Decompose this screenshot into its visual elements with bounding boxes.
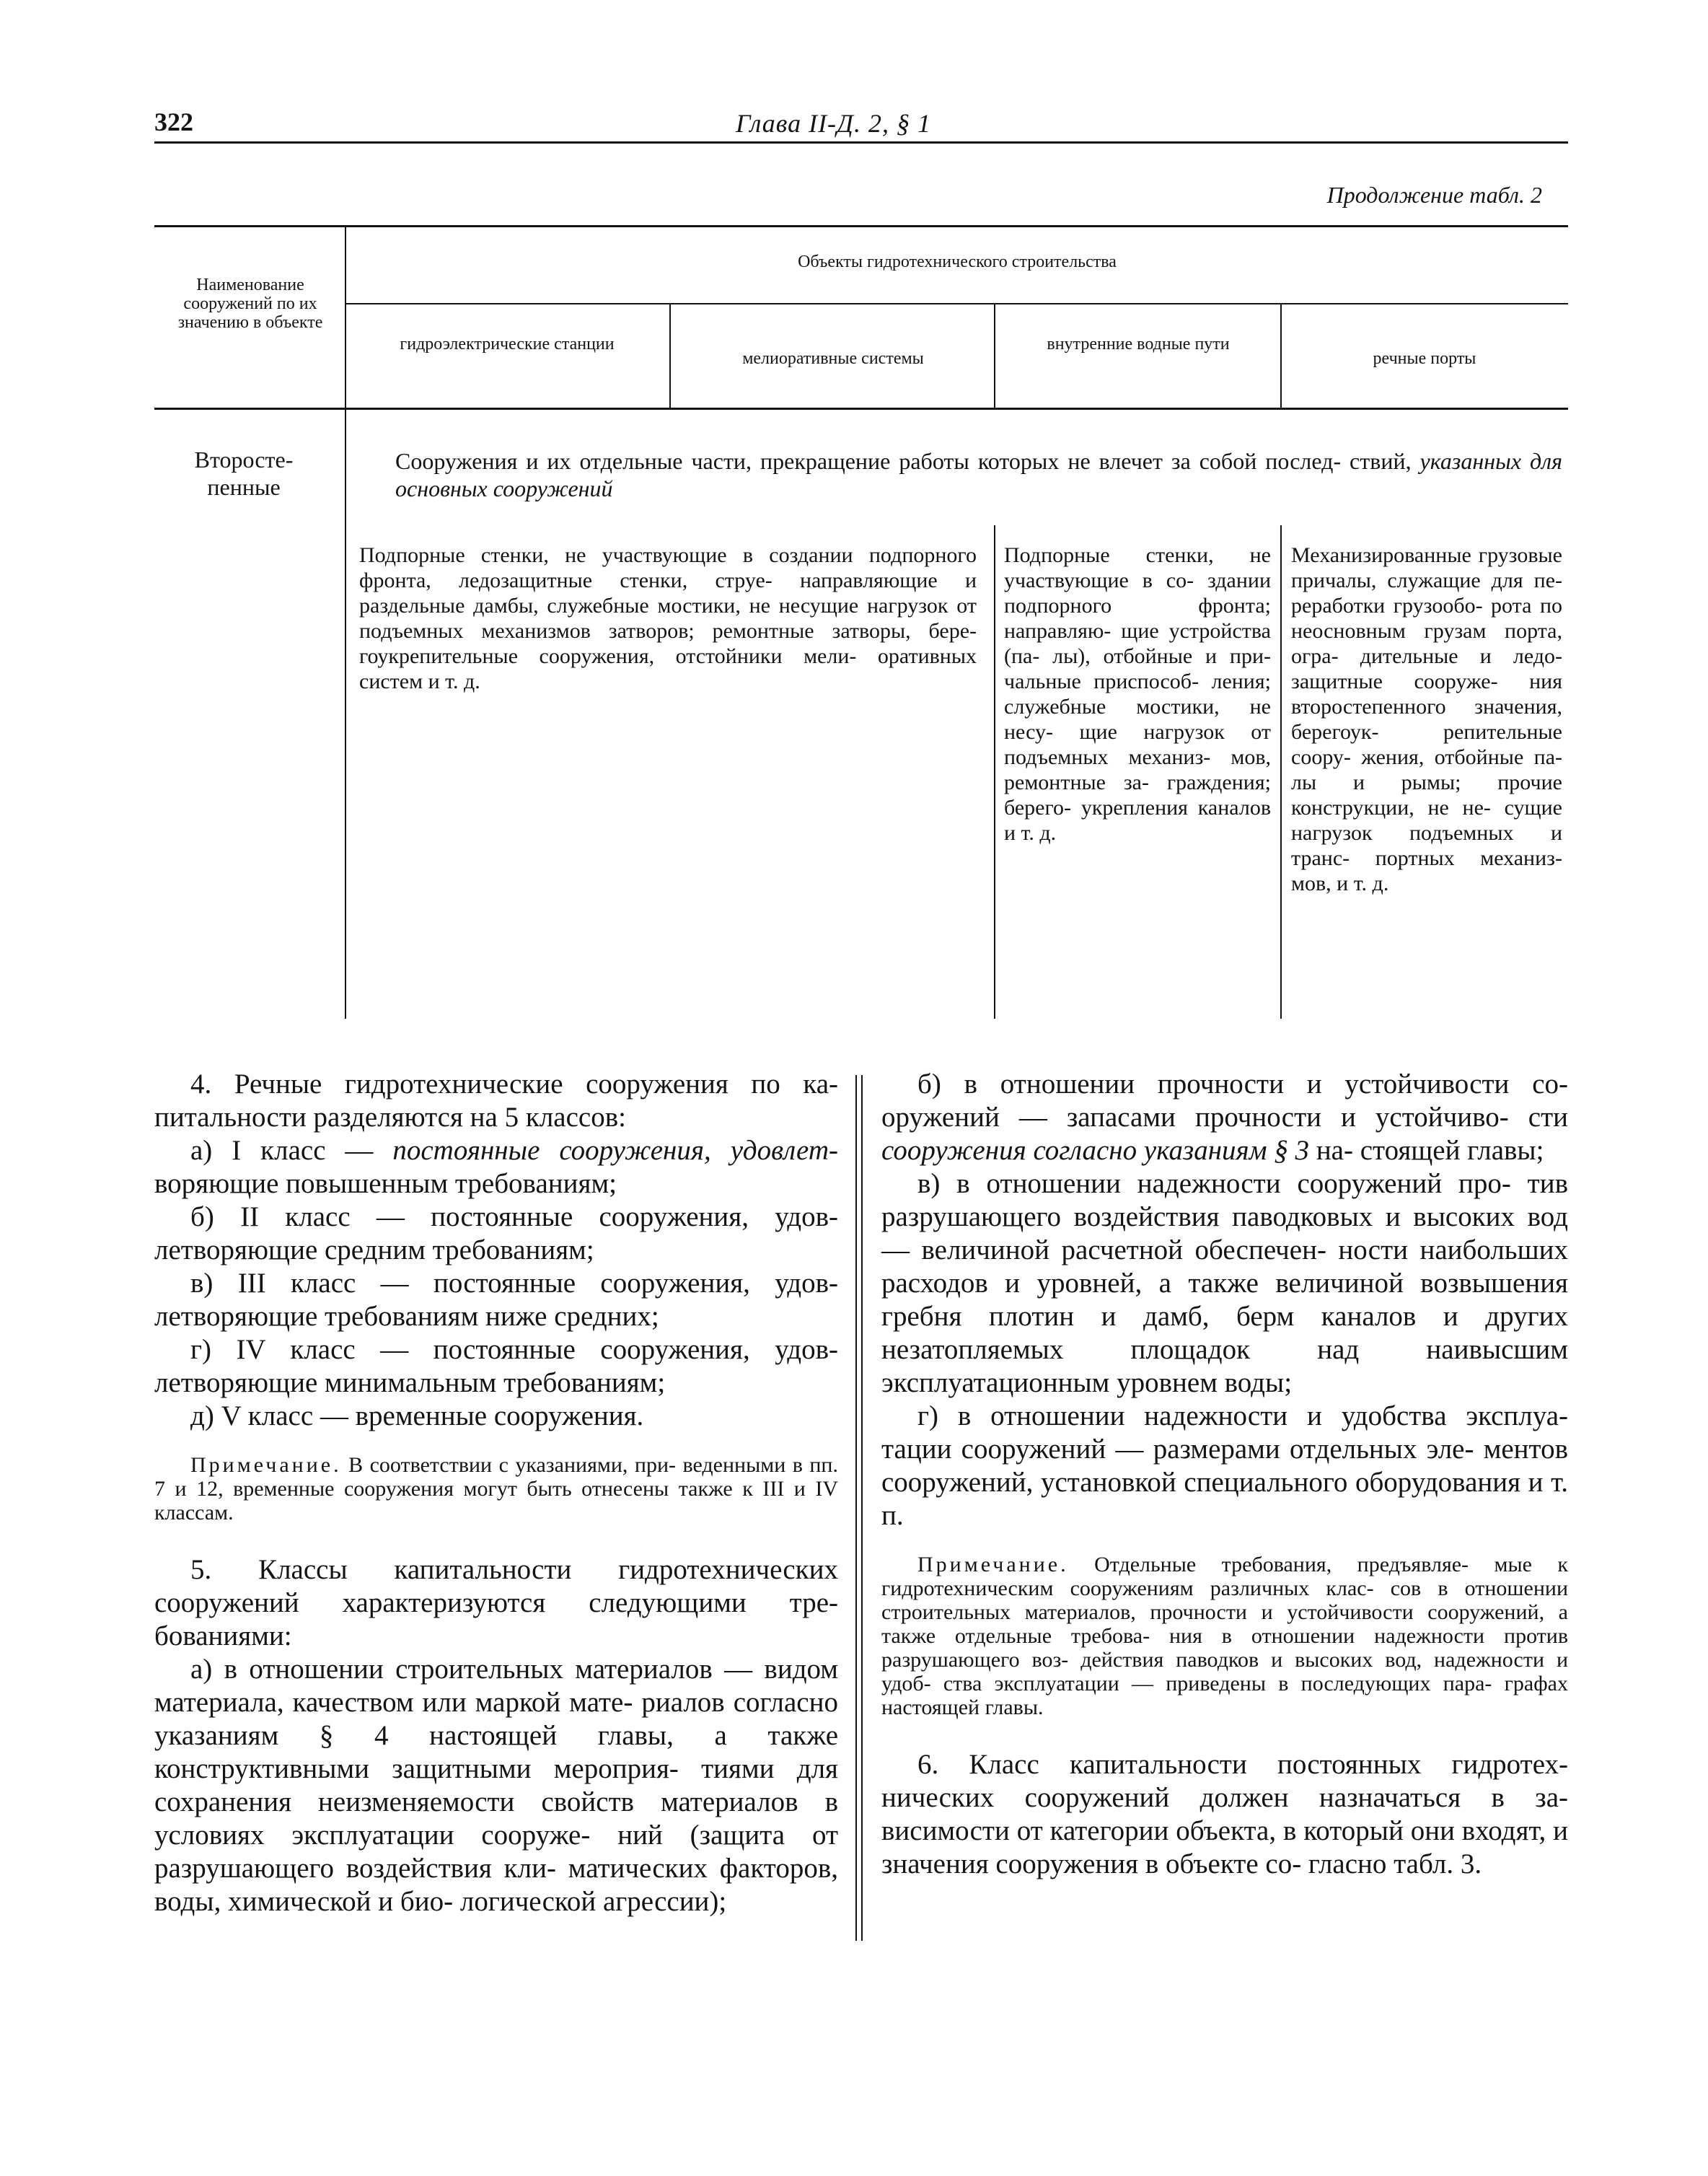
cell-waterways: Подпорные стенки, не участвующие в со- здании подпорного фронта; направляю- щие устройства (па- лы), отбойные и при- чальные приспособ- ления; служебные мостики, не несу- щие нагрузок от подъемных механиз- мов, ремонтные за- граждения; берего- укрепления каналов и т. д. [1004, 543, 1271, 845]
header-rule [154, 141, 1568, 144]
class-e: д) V класс — временные сооружения. [190, 1400, 644, 1431]
left-column [154, 1068, 838, 1918]
column-separator-b [861, 1075, 863, 1941]
class-a-rest: воряющие повышенным требованиям; [154, 1168, 617, 1199]
right-column [881, 1068, 1568, 1881]
table-vline-body-2 [1280, 525, 1282, 1019]
table-head-name: Наименование сооружений по их значению в объекте [177, 276, 323, 332]
column-separator-a [855, 1075, 857, 1941]
table-vline-3 [1280, 303, 1282, 410]
req-b [881, 1068, 1568, 1167]
note-right [881, 1553, 1568, 1719]
class-a-italic: постоянные сооружения, удовлет- [392, 1135, 838, 1166]
table-head-waterways: внутренние водные пути [1047, 335, 1230, 354]
table-head-ports: речные порты [1373, 349, 1476, 368]
table-top-rule [154, 225, 1568, 227]
para-5: 5. Классы капитальности гидротехнических сооружений характеризуются следующими тре- бованиями: [154, 1554, 838, 1651]
req-b-plain: б) в отношении прочности и устойчивости со- оружений — запасами прочности и устойчиво- сти [881, 1069, 1568, 1133]
table-continuation: Продолжение табл. 2 [1326, 182, 1542, 208]
note-left-label: Примечание. [190, 1453, 342, 1477]
class-c: в) III класс — постоянные сооружения, удов- летворяющие требованиям ниже средних; [154, 1268, 838, 1332]
class-a [154, 1134, 838, 1201]
note-right-label: Примечание. [917, 1553, 1069, 1576]
table-vline-body-1 [994, 525, 995, 1019]
chapter-title: Глава II-Д. 2, § 1 [736, 109, 931, 138]
note-left [154, 1453, 838, 1524]
req-g: г) в отношении надежности и удобства эксплуа- тации сооружений — размерами отдельных эле- ментов сооружений, установкой специального оборудования и т. п. [881, 1400, 1568, 1531]
para-5a: а) в отношении строительных материалов — видом материала, качеством или маркой мате- риалов согласно указаниям § 4 настоящей главы, а также конструктивными защитными мероприя- тиями для сохранения неизменяемости свойств материалов в условиях эксплуатации сооруже- ний (защита от разрушающего воздействия кли- матических факторов, воды, химической и био- логической агрессии); [154, 1654, 838, 1917]
class-b: б) II класс — постоянные сооружения, удов- летворяющие средним требованиям; [154, 1201, 838, 1265]
table-group-rule [345, 303, 1568, 304]
req-v: в) в отношении надежности сооружений про- тив разрушающего воздействия паводковых и высоких вод — величиной расчетной обеспечен- ности наибольших расходов и уровней, а также величиной возвышения гребня плотин и дамб, берм каналов и других незатопляемых площадок над наивысшим эксплуатационным уровнем воды; [881, 1168, 1568, 1398]
req-b-end: на- стоящей главы; [1309, 1135, 1544, 1166]
para-6: 6. Класс капитальности постоянных гидротех- нических сооружений должен назначаться в за- висимости от категории объекта, в который они входят, и значения сооружения в объекте со- гласно табл. 3. [881, 1749, 1568, 1879]
row-span-text [395, 447, 1562, 502]
class-a-prefix: а) I класс — [190, 1135, 393, 1166]
cell-hydro-melio: Подпорные стенки, не участвующие в создании подпорного фронта, ледозащитные стенки, струе- направляющие и раздельные дамбы, служебные мостики, не несущие нагрузок от подъемных механизмов затворов; ремонтные затворы, бере- гоукрепительные сооружения, отстойники мели- оративных систем и т. д. [359, 543, 977, 693]
table-head-group: Объекты гидротехнического строительства [798, 253, 1117, 271]
row-span-plain: Сооружения и их отдельные части, прекращение работы которых не влечет за собой послед- ствий, [395, 448, 1420, 474]
row-name: Второсте- пенные [194, 447, 294, 500]
page-number: 322 [154, 108, 193, 136]
table-vline-1 [669, 303, 671, 410]
table-vline-name [345, 225, 346, 1019]
para-4: 4. Речные гидротехнические сооружения по ка- питальности разделяются на 5 классов: [154, 1069, 838, 1133]
note-right-text: Отдельные требования, предъявляе- мые к гидротехническим сооружениям различных клас- сов в отношении строительных материалов, прочности и устойчивости сооружений, а также отдельные требова- ния в отношении надежности против разрушающего воз- действия паводков и высоких вод, надежности и удоб- ства эксплуатации — приведены в последующих пара- графах настоящей главы. [881, 1553, 1568, 1719]
table-head-hydro: гидроэлектрические станции [400, 335, 615, 354]
table-head-melio: мелиоративные системы [742, 349, 924, 368]
class-d: г) IV класс — постоянные сооружения, удов- летворяющие минимальным требованиям; [154, 1334, 838, 1398]
table-vline-2 [994, 303, 995, 410]
table-head-rule [154, 408, 1568, 410]
req-b-italic: сооружения согласно указаниям § 3 [881, 1135, 1310, 1166]
cell-ports: Механизированные грузовые причалы, служащие для пе- реработки грузообо- рота по неосновным грузам порта, огра- дительные и ледо- защитные сооруже- ния второстепенного значения, берегоук- репительные соору- жения, отбойные па- лы и рымы; прочие конструкции, не не- сущие нагрузок подъемных и транс- портных механиз- мов, и т. д. [1291, 543, 1562, 895]
row-span-italic: указанных для основных сооружений [395, 448, 1562, 501]
note-left-text: В соответствии с указаниями, при- веденными в пп. 7 и 12, временные сооружения могут быть отнесены также к III и IV классам. [154, 1453, 838, 1524]
